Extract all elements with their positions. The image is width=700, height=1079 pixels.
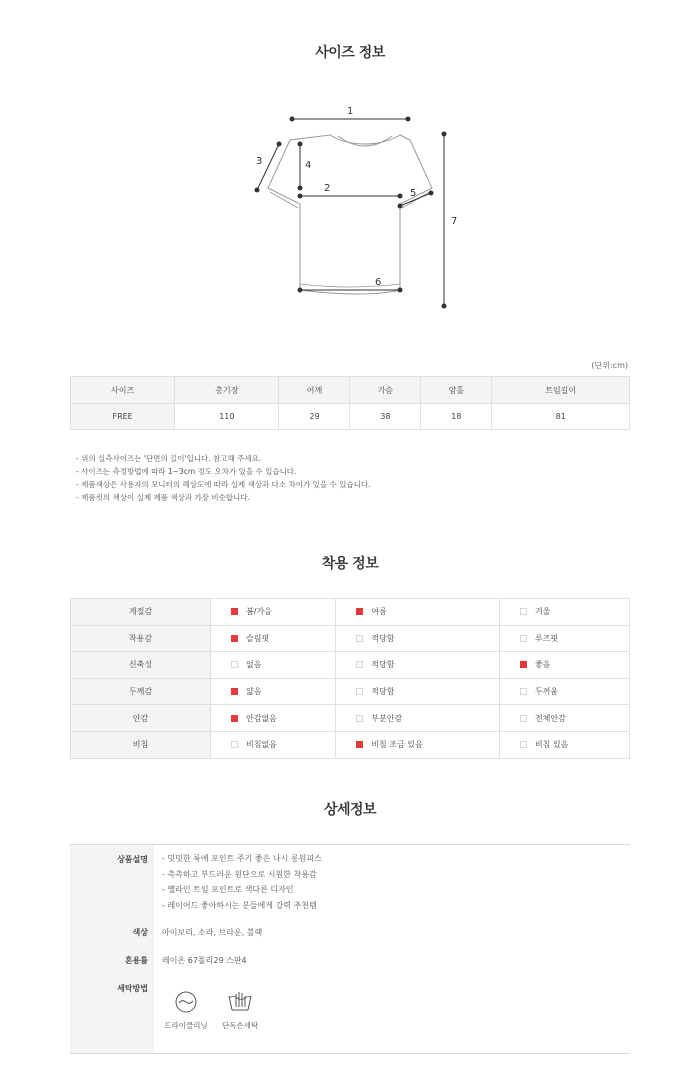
diagram-label-7: 7 <box>451 216 458 227</box>
size-notes <box>76 452 371 504</box>
wear-row-label: 두께감 <box>71 678 211 705</box>
care-label: 드라이클리닝 <box>164 1021 208 1030</box>
diagram-label-6: 6 <box>375 277 382 288</box>
diagram-label-5: 5 <box>410 188 417 199</box>
care-label: 단독손세탁 <box>221 1021 259 1030</box>
size-table-header: 어깨 <box>279 377 350 404</box>
wear-option <box>211 652 336 679</box>
wear-option-label: 봄/가을 <box>246 607 272 617</box>
description-line: - 밋밋한 룩에 포인트 주기 좋은 나시 롱원피스 <box>162 854 322 863</box>
description-label: 상품설명 <box>117 855 148 864</box>
diagram-label-4: 4 <box>305 160 312 171</box>
note-line: - 위의 실측사이즈는 '단면의 길이'입니다. 참고해 주세요. <box>76 454 262 463</box>
unchecked-box-icon <box>520 688 527 695</box>
description-value <box>162 851 322 913</box>
wear-option <box>336 652 500 679</box>
checked-box-icon <box>231 608 238 615</box>
description-line: - 옐라인 트임 포인트로 색다른 디자인 <box>162 885 294 894</box>
wear-option <box>336 678 500 705</box>
description-line: - 촉촉하고 부드러운 원단으로 시원한 착용감 <box>162 869 317 879</box>
wear-option <box>211 705 336 732</box>
table-row <box>71 678 630 705</box>
wear-option <box>499 731 629 758</box>
checked-box-icon <box>356 741 363 748</box>
unchecked-box-icon <box>356 661 363 668</box>
table-row <box>71 599 630 626</box>
wear-option-label: 겨울 <box>534 607 551 617</box>
unchecked-box-icon <box>520 635 527 642</box>
size-cell: 110 <box>175 404 279 430</box>
note-line: - 제품색상은 사용자의 모니터의 해상도에 따라 실제 색상과 다소 차이가 있을 수 있습니다. <box>76 480 371 489</box>
note-line: - 제품컷의 색상이 실제 제품 색상과 가장 비슷합니다. <box>76 493 250 502</box>
unchecked-box-icon <box>231 661 238 668</box>
checked-box-icon <box>520 661 527 668</box>
wear-row-label: 착용감 <box>71 625 211 652</box>
wear-option-label: 여름 <box>371 607 387 617</box>
wear-option-label: 안감없음 <box>246 713 277 723</box>
diagram-label-1: 1 <box>347 106 354 117</box>
wear-option-label: 비침 있음 <box>534 740 569 750</box>
wear-option <box>211 731 336 758</box>
detail-label-column <box>70 845 154 1053</box>
wear-row-label: 계절감 <box>71 599 211 626</box>
wear-option <box>499 625 629 652</box>
unchecked-box-icon <box>356 715 363 722</box>
color-value: 아이보리, 소라, 브라운, 블랙 <box>162 928 263 937</box>
care-item <box>218 990 262 1031</box>
wear-option <box>211 599 336 626</box>
size-table <box>70 376 630 430</box>
table-row <box>71 731 630 758</box>
hand-wash-icon <box>227 990 253 1014</box>
unchecked-box-icon <box>520 608 527 615</box>
size-section-title: 사이즈 정보 <box>315 45 385 61</box>
material-label: 혼용률 <box>124 956 148 965</box>
table-row <box>71 705 630 732</box>
wear-option-label: 비침 조금 있음 <box>371 740 423 750</box>
tshirt-outline <box>268 135 432 294</box>
unchecked-box-icon <box>231 741 238 748</box>
checked-box-icon <box>356 608 363 615</box>
size-table-header: 사이즈 <box>71 377 175 404</box>
unchecked-box-icon <box>520 741 527 748</box>
wear-option <box>336 731 500 758</box>
wear-option-label: 슬림핏 <box>246 633 270 643</box>
detail-info-box <box>70 844 630 1054</box>
unchecked-box-icon <box>356 635 363 642</box>
wear-section-title: 착용 정보 <box>321 556 379 572</box>
diagram-label-3: 3 <box>256 156 263 167</box>
unit-label: (단위:cm) <box>591 361 628 370</box>
wear-option-label: 없음 <box>246 660 262 670</box>
wear-option-label: 부분안감 <box>371 713 403 723</box>
wear-option-label: 적당함 <box>371 687 395 697</box>
wear-option <box>499 599 629 626</box>
size-cell: FREE <box>71 404 175 430</box>
washing-label: 세탁방법 <box>117 984 148 993</box>
size-table-header: 가슴 <box>350 377 421 404</box>
size-cell: 18 <box>421 404 492 430</box>
wear-option <box>336 599 500 626</box>
unchecked-box-icon <box>520 715 527 722</box>
table-row <box>71 652 630 679</box>
size-table-header: 암홀 <box>421 377 492 404</box>
wear-option <box>499 652 629 679</box>
tshirt-size-diagram <box>250 100 480 315</box>
wear-option-label: 얇음 <box>246 687 262 697</box>
wear-option-label: 적당함 <box>371 633 395 643</box>
wear-option <box>211 678 336 705</box>
wear-option <box>336 625 500 652</box>
description-line: - 레이어드 좋아하시는 분들에게 강력 추천템 <box>162 900 317 910</box>
checked-box-icon <box>231 635 238 642</box>
wear-row-label: 신축성 <box>71 652 211 679</box>
size-cell: 81 <box>492 404 630 430</box>
wear-info-table <box>70 598 630 759</box>
color-label: 색상 <box>132 928 148 937</box>
wear-option-label: 루즈핏 <box>534 633 559 643</box>
size-table-header-row <box>71 377 630 404</box>
wear-option <box>499 705 629 732</box>
checked-box-icon <box>231 688 238 695</box>
size-table-header: 총기장 <box>175 377 279 404</box>
dry-clean-icon <box>174 990 198 1014</box>
checked-box-icon <box>231 715 238 722</box>
diagram-label-2: 2 <box>324 183 331 194</box>
wear-row-label: 비침 <box>71 731 211 758</box>
wear-option <box>211 625 336 652</box>
wear-option-label: 좋음 <box>534 660 551 670</box>
material-value: 레이온 67폴리29 스판4 <box>162 956 247 965</box>
wear-option-label: 비침없음 <box>246 740 277 750</box>
table-row <box>71 625 630 652</box>
wear-option-label: 적당함 <box>371 660 395 670</box>
table-row <box>71 404 630 430</box>
wear-option-label: 전체안감 <box>534 713 566 723</box>
wear-row-label: 안감 <box>71 705 211 732</box>
size-table-header: 트임길이 <box>492 377 630 404</box>
wear-option-label: 두꺼움 <box>534 687 559 697</box>
wear-option <box>336 705 500 732</box>
note-line: - 사이즈는 측정방법에 따라 1~3cm 정도 오차가 있을 수 있습니다. <box>76 467 297 476</box>
size-cell: 38 <box>350 404 421 430</box>
size-cell: 29 <box>279 404 350 430</box>
unchecked-box-icon <box>356 688 363 695</box>
wear-option <box>499 678 629 705</box>
care-item <box>162 990 210 1031</box>
detail-section-title: 상세정보 <box>323 802 377 818</box>
